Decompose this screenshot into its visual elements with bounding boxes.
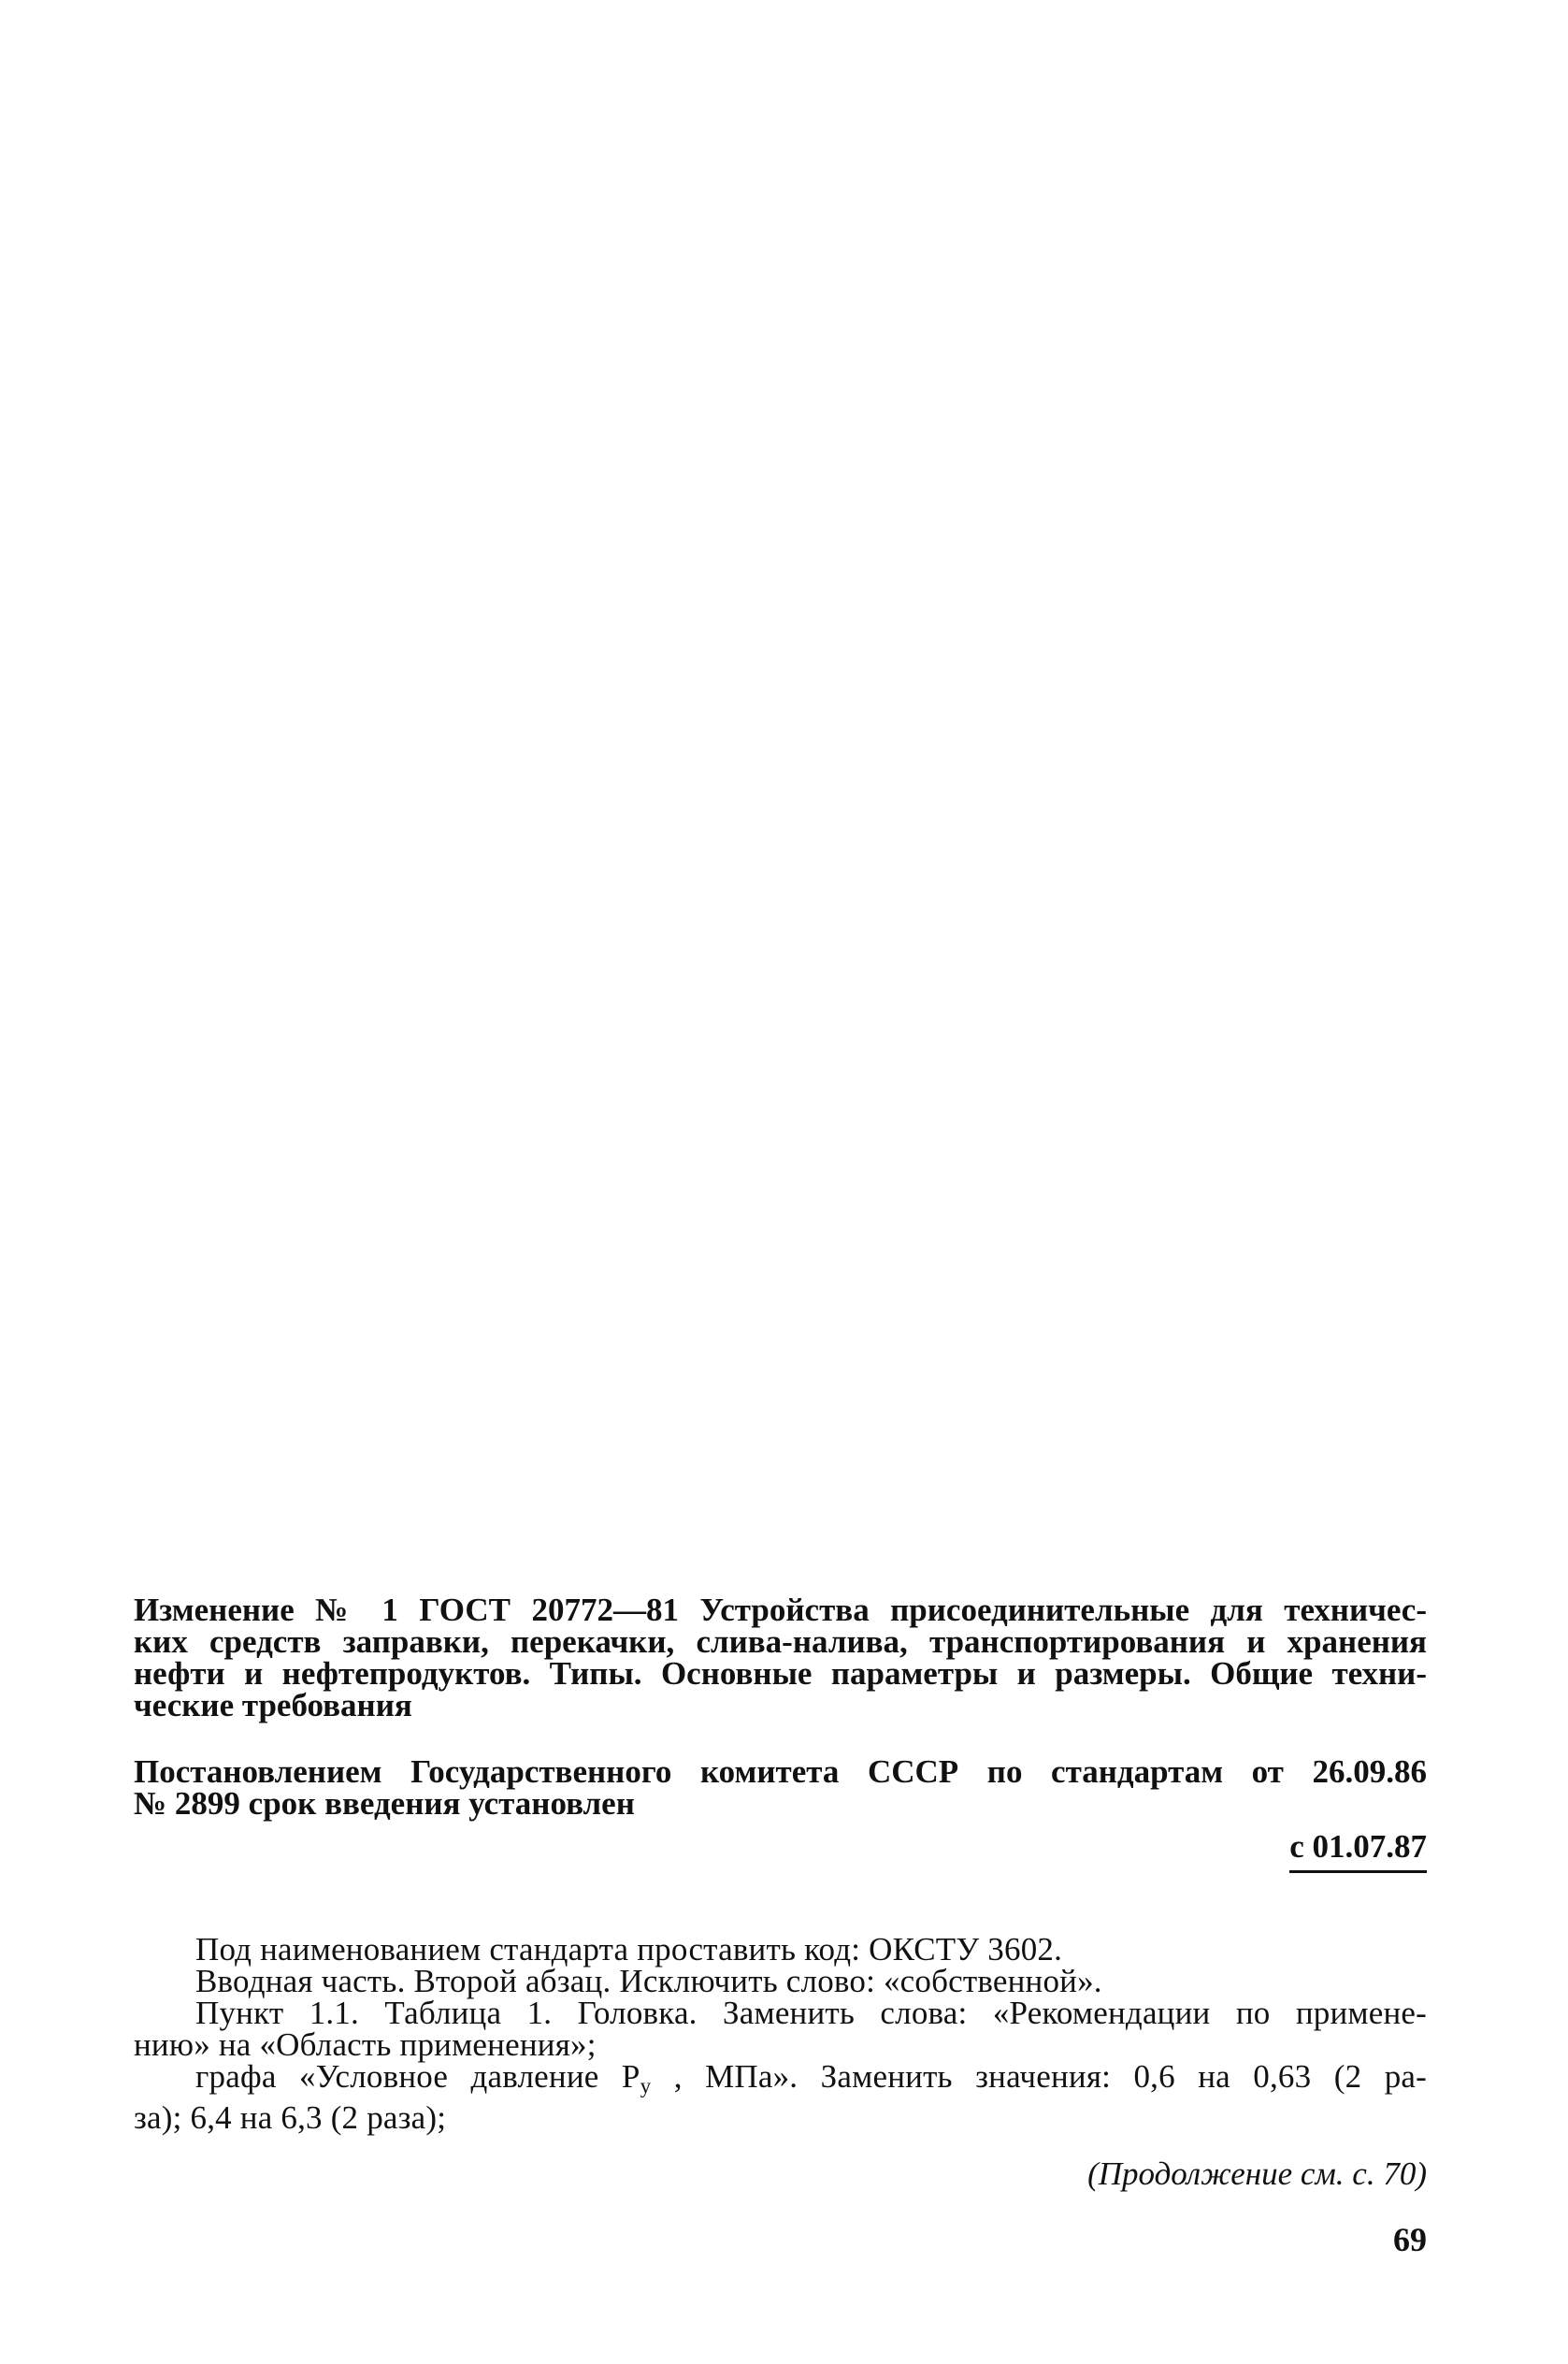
title-line-2: ких средств заправки, перекачки, слива-налива, транспортирования и хранения: [134, 1623, 1427, 1660]
title-line-1: Изменение № 1 ГОСТ 20772—81 Устройства присоединительные для техничес-: [134, 1592, 1427, 1628]
body-line-3: Пункт 1.1. Таблица 1. Головка. Заменить слова: «Рекомендации по примене-: [195, 1995, 1427, 2031]
decree-line-1: Постановлением Государственного комитета СССР по стандартам от 26.09.86: [134, 1753, 1427, 1790]
body-line-5-start: графа «Условное давление P: [195, 2058, 640, 2095]
pressure-subscript: у: [640, 2074, 652, 2097]
body-line-5: [134, 2058, 1427, 2102]
decree-line-2: № 2899 срок введения установлен: [134, 1785, 635, 1822]
continuation-note: (Продолжение см. с. 70): [1087, 2155, 1427, 2192]
amendment-body: [134, 1931, 1427, 2136]
page-number: 69: [1393, 2221, 1427, 2258]
body-line-1: Под наименованием стандарта проставить код: ОКСТУ 3602.: [195, 1931, 1063, 1968]
body-line-6: за); 6,4 на 6,3 (2 раза);: [134, 2099, 447, 2136]
decree-paragraph: [134, 1753, 1427, 1822]
title-line-3: нефти и нефтепродуктов. Типы. Основные параметры и размеры. Общие техни-: [134, 1655, 1427, 1692]
body-line-2: Вводная часть. Второй абзац. Исключить слово: «собственной».: [195, 1963, 1102, 1999]
title-line-4: ческие требования: [134, 1687, 412, 1723]
body-line-5-end: , МПа». Заменить значения: 0,6 на 0,63 (2 ра-: [651, 2058, 1427, 2095]
amendment-title: [134, 1594, 1427, 1722]
effective-date: с 01.07.87: [1289, 1831, 1427, 1873]
body-line-4: нию» на «Область применения»;: [134, 2026, 597, 2063]
